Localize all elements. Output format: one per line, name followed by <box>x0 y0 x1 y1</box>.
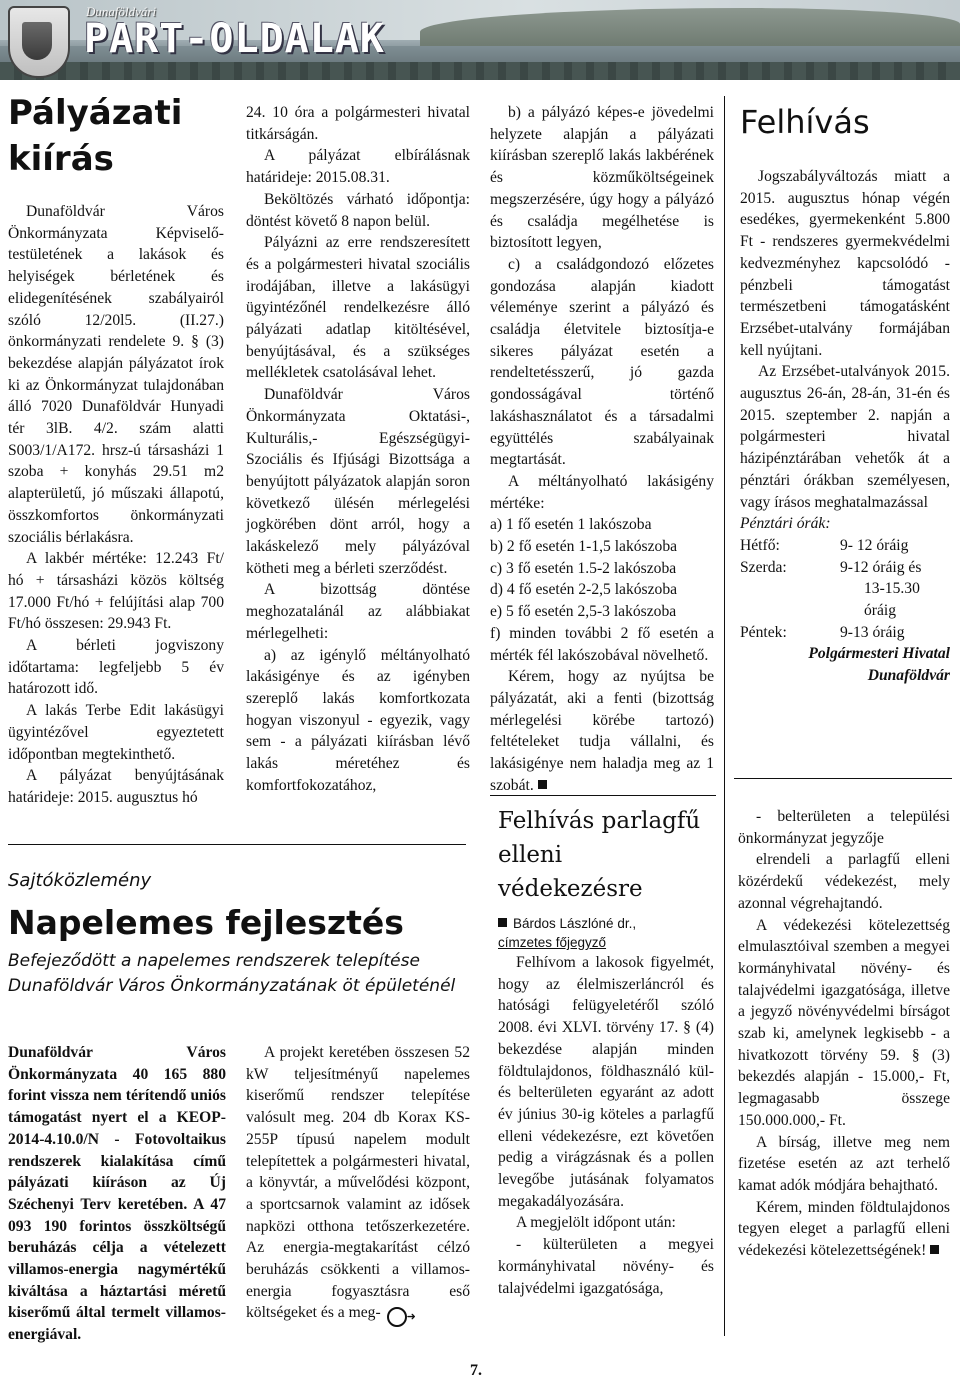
bullet-icon <box>498 918 507 927</box>
measure-item: c) 3 fő esetén 1.5-2 lakószoba <box>490 559 677 577</box>
parlagfu-p6: A védekezési kötelezettség elmulasztóival szemben a megyei kormányhivatal növény- és talajvédelmi igazgatósága, illetve a jegyző növényvédelmi bírságot szab ki, amelynek legkisebb - a hivatkozott törvény 59. § (3) bekezdés alapján - 15.000,- Ft, legmagasabb összege 150.000.000,- Ft. <box>738 916 950 1129</box>
parlagfu-author-name: Bárdos Lászlóné dr., <box>513 916 637 931</box>
masthead-title: PART-OLDALAK <box>84 16 385 62</box>
palyazat-criteria-b: b) a pályázó képes-e jövedelmi helyzete alapján a pályázati kiírásban szereplő lakás lakbérének és közműköltségeinek megszerzésére, úgy hogy a pályázó és családja megélhetése is biztosított legyen, <box>490 104 714 252</box>
hours-day: Péntek: <box>740 623 787 641</box>
hours-time: 9-13 óráig <box>840 623 905 641</box>
parlagfu-p5: elrendeli a parlagfű elleni közérdekű védekezést, mely azonnal végrehajtandó. <box>738 851 950 912</box>
palyazat-criteria-intro: A bizottság döntése meghozatalánál az alábbiakat mérlegelheti: <box>246 581 470 642</box>
palyazat-title-line2: kiírás <box>8 139 114 179</box>
palyazat-decision: A pályázat elbírálásnak határideje: 2015.08.31. <box>246 147 470 187</box>
felhivas-hours <box>740 535 950 644</box>
felhivas-p2: Az Erzsébet-utalványok 2015. augusztus 26-án, 28-án, 31-én és 2015. szeptember 2. napján a polgármesteri hivatal házipénztárában vehetők át a pénztári órákban személyesen, vagy írásos meghatalmazással <box>740 363 950 511</box>
felhivas-hours-title: Pénztári órák: <box>740 515 831 533</box>
measure-item: b) 2 fő esetén 1-1,5 lakószoba <box>490 538 678 556</box>
palyazat-rent: A lakbér mértéke: 12.243 Ft/ hó + társasházi közös költség 17.000 Ft/hó + felújítási alap 700 Ft/hó összesen: 29.943 Ft. <box>8 550 224 633</box>
palyazat-committee: Dunaföldvár Város Önkormányzata Oktatási-, Kulturális,- Egészségügyi- Szociális és Ifjúsági Bizottsága a benyújtott pályázatok alapján soron következő ülésén mérlegelési jogkörében dönt arról, hogy a lakáskelező mely pályázóval kötheti meg a bérleti szerződést. <box>246 386 470 577</box>
separator-line <box>490 795 716 796</box>
measure-item: e) 5 fő esetén 2,5-3 lakószoba <box>490 603 677 621</box>
parlagfu-p3: - külterületen a megyei kormányhivatal növény- és talajvédelmi igazgatósága, <box>498 1236 714 1297</box>
palyazat-place: 24. 10 óra a polgármesteri hivatal titkárságán. <box>246 104 470 143</box>
end-mark-icon <box>930 1245 939 1254</box>
parlagfu-p8-text: Kérem, minden földtulajdonos tegyen eleget a parlagfű elleni védekezési kötelezettségének! <box>738 1198 950 1260</box>
hours-day: Szerda: <box>740 558 787 576</box>
parlagfu-p2: A megjelölt időpont után: <box>516 1214 676 1232</box>
napelem-body-text: A projekt keretében összesen 52 kW teljesítményű napelemes kiserőmű rendszer telepítése valósult meg. 204 db Korax KS-255P típusú napelem modult telepítettek a polgármesteri hivatal, a könyvtár, a művelődési központ, a sportcsarnok valamint az idősek napközi otthona tetőszerkezetére. Az energia-megtakarítást célzó beruházás csökkenti a villamos-energia fogyasztásra eső költségeket és a meg- <box>246 1044 470 1322</box>
measure-item: f) minden további 2 fő esetén a mérték fél lakószobával növelhető. <box>490 624 714 664</box>
hours-time: 9-12 óráig és <box>840 558 922 576</box>
continue-arrow-icon: ➜ <box>387 1307 407 1327</box>
palyazat-col2 <box>246 102 470 797</box>
palyazat-closing-text: Kérem, hogy az nyújtsa be pályázatát, aki a fenti (bizottság mérlegelési körébe tartozó) feltételeket tudja vállalni, és lakásigénye nem haladja meg az 1 szobát. <box>490 668 714 794</box>
hours-time: 9- 12 óráig <box>840 536 909 554</box>
palyazat-intro: Dunaföldvár Város Önkormányzata Képviselő-testületének a lakások és helyiségek bérletének és elidegenítésének szabályairól szóló 12/20l5. (II.27.) önkormányzati rendelete 9. § (3) bekezdése alapján pályázatot írok ki az Önkormányzat tulajdonában álló 7020 Dunaföldvár Hunyadi tér 3lB. 4/2. szám alatti S003/1/A172. hrsz-ú társasházi 1 szoba + konyhás 29.51 m2 alapterületű, jó műszaki állapotú, összkomfortos önkormányzati szociális bérlakásra. <box>8 203 224 546</box>
parlagfu-p7: A bírság, illetve meg nem fizetése esetén az azt terhelő kamat adók módjára behajtható. <box>738 1133 950 1194</box>
palyazat-col3 <box>490 102 714 797</box>
palyazat-moving: Beköltözés várható időpontja: döntést követő 8 napon belül. <box>246 190 470 230</box>
separator-line <box>8 844 466 845</box>
parlagfu-author <box>498 914 714 952</box>
palyazat-title-line1: Pályázati <box>8 93 183 133</box>
parlagfu-col3 <box>498 804 714 1299</box>
masthead <box>0 0 960 80</box>
palyazat-deadline: A pályázat benyújtásának határideje: 2015. augusztus hó <box>8 767 224 806</box>
measure-list <box>490 514 714 666</box>
palyazat-viewing: A lakás Terbe Edit lakásügyi ügyintézővel egyeztetett időpontban megtekinthető. <box>8 702 224 763</box>
napelem-kicker: Sajtóközlemény <box>8 870 152 891</box>
parlagfu-title: Felhívás parlagfű elleni védekezésre <box>498 808 701 902</box>
parlagfu-p4: - belterületen a települési önkormányzat jegyzője <box>738 808 950 847</box>
felhivas-title: Felhívás <box>740 103 870 141</box>
page-number: 7. <box>470 1362 482 1379</box>
parlagfu-p8 <box>738 1197 950 1262</box>
felhivas-signature <box>740 643 950 686</box>
end-mark-icon <box>538 780 547 789</box>
measure-item: a) 1 fő esetén 1 lakószoba <box>490 516 652 534</box>
palyazat-howto: Pályázni az erre rendszeresített és a polgármesteri hivatal szociális irodájában, illetve a lakásügyi ügyintézőnél rendelkezésre álló pályázati adatlap kitöltésével, benyújtásával, és a szükséges mellékletek csatolásával lehet. <box>246 234 470 382</box>
separator-line <box>734 778 952 779</box>
napelem-body-col <box>246 1042 470 1327</box>
napelem-title: Napelemes fejlesztés <box>8 903 404 942</box>
parlagfu-p1: Felhívom a lakosok figyelmét, hogy az élelmiszerláncról és hatósági felügyeletéről szóló 2008. évi XLVI. törvény 17. § (4) bekezdése alapján minden földtulajdonos, földhasználó kül- és belterületen egyaránt az adott év június 30-ig köteles a parlagfű elleni védekezésre, ezt követően pedig a virágzásnak és a pollen levegőbe jutásának folyamatos megakadályozására. <box>498 954 714 1210</box>
napelem-deck: Befejeződött a napelemes rendszerek telepítése Dunaföldvár Város Önkormányzatának öt épületénél <box>8 951 456 996</box>
shore-photo <box>0 62 960 80</box>
felhivas-box <box>740 100 950 687</box>
palyazat-criteria-c: c) a családgondozó előzetes gondozása alapján kiadott véleménye szerint a pályázó és családja életvitele biztosítja-e sikeres pályázat esetén a rendeltetésszerű, jó gazda gondosságával történő lakáshasználatot és a társadalmi együttélés szabályainak megtartását. <box>490 255 714 469</box>
hours-day: Hétfő: <box>740 536 780 554</box>
felhivas-signature-line2: Dunaföldvár <box>867 667 950 685</box>
hours-time: 13-15.30 óráig <box>864 580 920 620</box>
masthead-tagline: Dunaföldvári <box>86 4 157 19</box>
palyazat-measure-intro: A méltányolható lakásigény mértéke: <box>490 472 714 512</box>
palyazat-col1 <box>8 90 224 809</box>
hours-day <box>740 578 830 621</box>
palyazat-criteria-a: a) az igénylő méltányolható lakásigénye és az igényben szereplő lakás komfortkozata hogyan viszonyul - egyezik, vagy sem - a pályázati kiírásban lévő lakás méretéhez és komfortfokozatához, <box>246 646 470 794</box>
parlagfu-author-title: címzetes főjegyző <box>498 935 607 950</box>
napelem-lead: Dunaföldvár Város Önkormányzata 40 165 880 forint vissza nem térítendő uniós támogatást nyert el a KEOP-2014-4.10.0/N - Fotovoltaikus rendszerek kialakítása című pályázati kiíráson az Új Széchenyi Terv keretében. A 47 093 190 forintos összköltségű beruházás célja a vételezett villamos-energia nagymértékű kiváltása a háztartási méretű kiserőmű által termelt villamos-energiával. <box>8 1044 226 1344</box>
palyazat-duration: A bérleti jogviszony időtartama: legfeljebb 5 év határozott idő. <box>8 637 224 698</box>
napelem-header <box>8 870 484 999</box>
coat-of-arms-icon <box>8 6 70 78</box>
napelem-lead-col <box>8 1042 226 1346</box>
napelem-body <box>246 1042 470 1327</box>
palyazat-title <box>8 90 224 182</box>
measure-item: d) 4 fő esetén 2-2,5 lakószoba <box>490 581 678 599</box>
parlagfu-col4 <box>738 806 950 1262</box>
column-divider <box>724 96 725 1336</box>
felhivas-signature-line1: Polgármesteri Hivatal <box>808 645 950 663</box>
felhivas-p1: Jogszabályváltozás miatt a 2015. augusztus hónap végén esedékes, gyermekenként 5.800 Ft - rendszeres gyermekvédelmi kedvezményhez kapcsolódó - pénzbeli támogatást természetbeni támogatásként Erzsébet-utalvány formájában kell nyújtani. <box>740 168 950 359</box>
palyazat-closing <box>490 666 714 796</box>
